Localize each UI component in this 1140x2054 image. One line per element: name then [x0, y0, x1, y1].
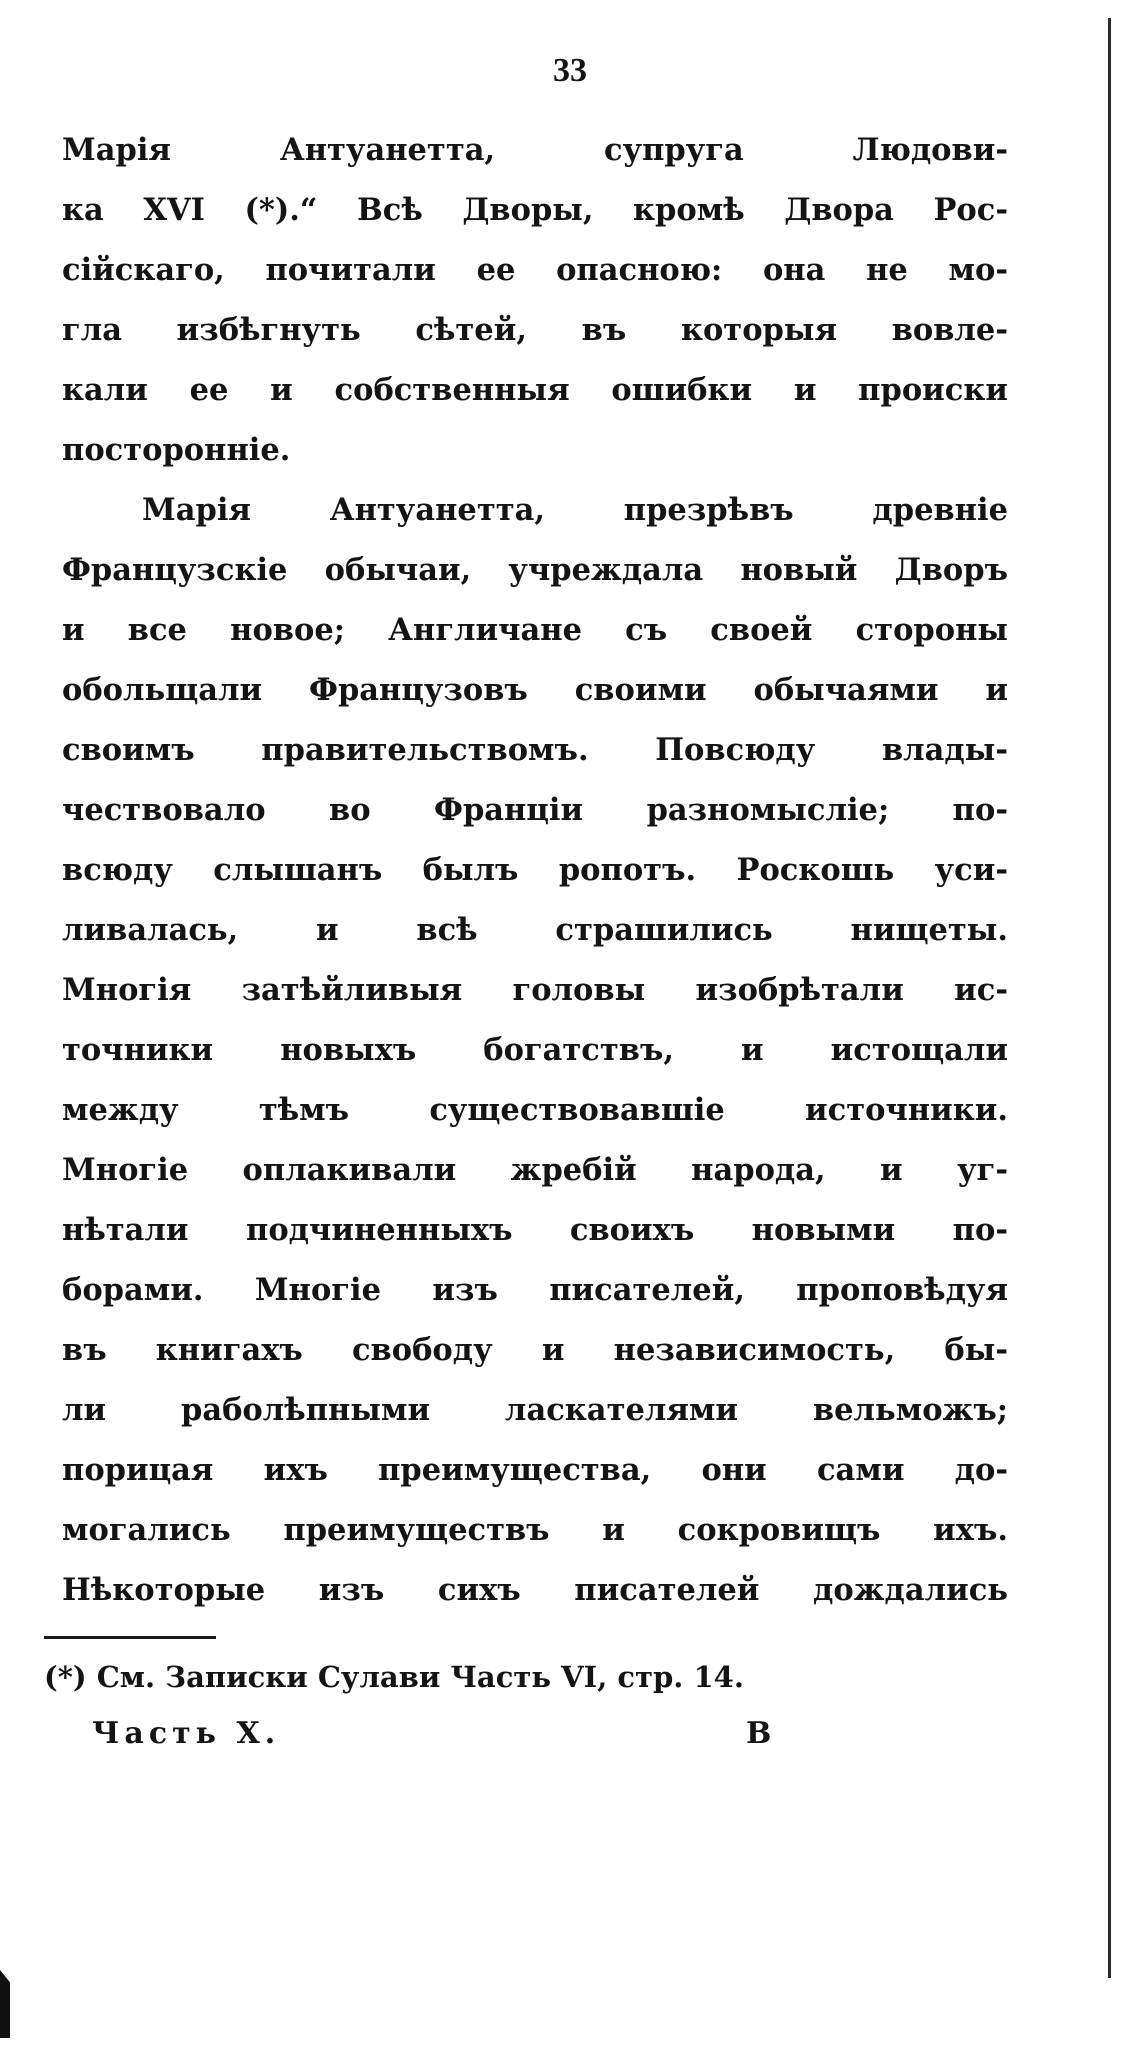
text-line: борами. Многіе изъ писателей, проповѣдуя — [62, 1272, 1008, 1308]
main-text — [62, 120, 1008, 1620]
text-line: порицая ихъ преимущества, они сами до- — [62, 1452, 1008, 1488]
text-line: Марія Антуанетта, супруга Людови- — [62, 132, 1008, 168]
signature-mark: В — [746, 1716, 772, 1751]
text-line: чествовало во Франціи разномысліе; по- — [62, 792, 1008, 828]
text-line: обольщали Французовъ своими обычаями и — [62, 672, 1008, 708]
page-number: 33 — [553, 52, 587, 89]
signature-part: Часть X. — [92, 1716, 281, 1751]
text-line: Многіе оплакивали жребій народа, и уг- — [62, 1152, 1008, 1188]
text-line: Нѣкоторые изъ сихъ писателей дождались — [62, 1572, 1008, 1608]
text-line: могались преимуществъ и сокровищъ ихъ. — [62, 1512, 1008, 1548]
scan-artifact-mark — [0, 1970, 10, 2038]
footnote: (*) См. Записки Сулави Часть VI, стр. 14. — [44, 1660, 744, 1694]
text-line: Многія затѣйливыя головы изобрѣтали ис- — [62, 972, 1008, 1008]
text-line: гла избѣгнуть сѣтей, въ которыя вовле- — [62, 312, 1008, 348]
text-line: между тѣмъ существовавшіе источники. — [62, 1092, 1008, 1128]
text-line: сійскаго, почитали ее опасною: она не мо- — [62, 252, 1008, 288]
footnote-rule — [44, 1636, 216, 1639]
text-line: нѣтали подчиненныхъ своихъ новыми по- — [62, 1212, 1008, 1248]
text-line: Французскіе обычаи, учреждала новый Дворъ — [62, 552, 1008, 588]
text-line: и все новое; Англичане съ своей стороны — [62, 612, 1008, 648]
text-line: своимъ правительствомъ. Повсюду влады- — [62, 732, 1008, 768]
text-line: въ книгахъ свободу и независимость, бы- — [62, 1332, 1008, 1368]
text-line: ка XVI (*).“ Всѣ Дворы, кромѣ Двора Рос- — [62, 192, 1008, 228]
text-line: ли раболѣпными ласкателями вельможъ; — [62, 1392, 1008, 1428]
page-edge-line — [1108, 18, 1111, 1978]
text-line: кали ее и собственныя ошибки и происки — [62, 372, 1008, 408]
text-line: ливалась, и всѣ страшились нищеты. — [62, 912, 1008, 948]
text-line: всюду слышанъ былъ ропотъ. Роскошь уси- — [62, 852, 1008, 888]
text-line: Марія Антуанетта, презрѣвъ древніе — [142, 492, 1008, 528]
text-line: точники новыхъ богатствъ, и истощали — [62, 1032, 1008, 1068]
text-line: посторонніе. — [62, 432, 291, 468]
